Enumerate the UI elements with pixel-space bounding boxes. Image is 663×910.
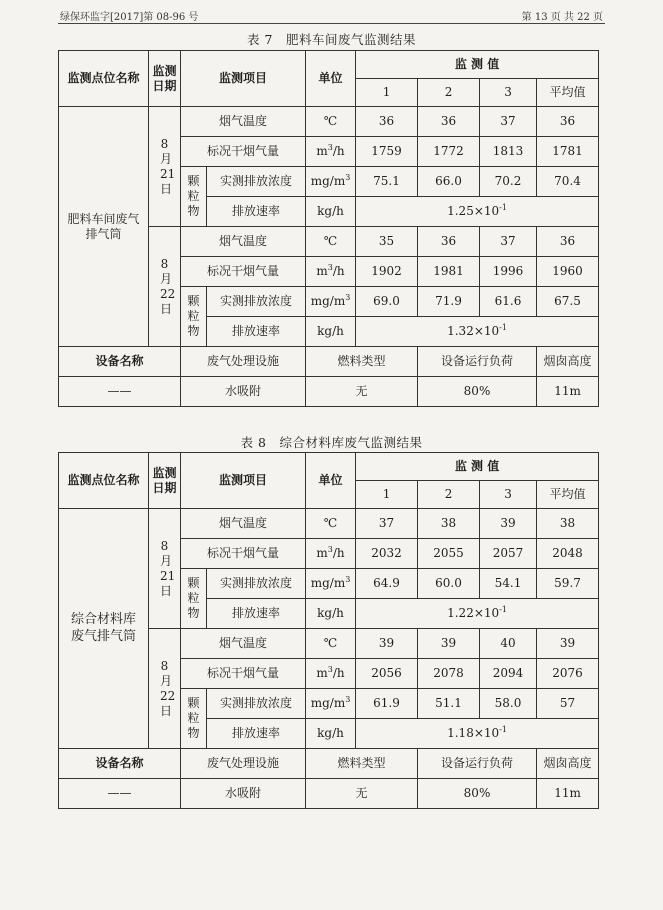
- date-cell: 8月21日: [149, 107, 181, 227]
- value-cell: 54.1: [480, 569, 537, 599]
- value-cell: 57: [537, 689, 599, 719]
- unit-flow: $m^3/h$: [306, 659, 356, 689]
- unit-conc: $mg/m^3$: [306, 167, 356, 197]
- value-cell: 67.5: [537, 287, 599, 317]
- value-cell: 1996: [480, 257, 537, 287]
- item-flue-temp: 烟气温度: [181, 509, 306, 539]
- value-cell: 75.1: [356, 167, 418, 197]
- header-location: 监测点位名称: [59, 453, 149, 509]
- header-date: 监测日期: [149, 51, 181, 107]
- value-cell: 38: [537, 509, 599, 539]
- value-cell: 2056: [356, 659, 418, 689]
- emission-rate-value: $1.18\times 10^{-1}$: [356, 719, 599, 749]
- emission-rate-value: $1.32\times 10^{-1}$: [356, 317, 599, 347]
- table8-title: 表 8 综合材料库废气监测结果: [240, 435, 423, 450]
- table8: [58, 452, 599, 809]
- unit-flow: $m^3/h$: [306, 137, 356, 167]
- value-cell: 64.9: [356, 569, 418, 599]
- item-emission-rate: 排放速率: [207, 197, 306, 227]
- equip-name-value: ——: [59, 779, 181, 809]
- item-flue-temp: 烟气温度: [181, 227, 306, 257]
- value-cell: 70.4: [537, 167, 599, 197]
- equip-load-value: 80%: [418, 377, 537, 407]
- item-std-flow: 标况干烟气量: [181, 137, 306, 167]
- document-number: 绿保环监字[2017]第 08-96 号: [60, 12, 199, 23]
- equip-fuel-value: 无: [306, 377, 418, 407]
- value-cell: 1772: [418, 137, 480, 167]
- equip-stack-value: 11m: [537, 779, 599, 809]
- value-cell: 37: [480, 227, 537, 257]
- unit-conc: $mg/m^3$: [306, 689, 356, 719]
- item-emission-rate: 排放速率: [207, 599, 306, 629]
- item-particles: 颗粒物: [181, 569, 207, 629]
- equip-load-header: 设备运行负荷: [418, 347, 537, 377]
- date-cell: 8月22日: [149, 227, 181, 347]
- item-std-flow: 标况干烟气量: [181, 659, 306, 689]
- header-unit: 单位: [306, 453, 356, 509]
- page-header: [60, 8, 603, 24]
- value-cell: 2094: [480, 659, 537, 689]
- value-cell: 39: [356, 629, 418, 659]
- value-cell: 2078: [418, 659, 480, 689]
- item-particles: 颗粒物: [181, 287, 207, 347]
- unit-temp: ℃: [306, 509, 356, 539]
- equip-load-header: 设备运行负荷: [418, 749, 537, 779]
- value-cell: 1902: [356, 257, 418, 287]
- equip-treatment-value: 水吸附: [181, 377, 306, 407]
- value-cell: 2076: [537, 659, 599, 689]
- header-rule: [58, 23, 605, 24]
- value-cell: 2055: [418, 539, 480, 569]
- header-value: 监 测 值: [356, 51, 599, 79]
- unit-rate: kg/h: [306, 317, 356, 347]
- header-average: 平均值: [537, 79, 599, 107]
- value-cell: 36: [356, 107, 418, 137]
- header-run-2: 2: [418, 79, 480, 107]
- value-cell: 38: [418, 509, 480, 539]
- value-cell: 37: [480, 107, 537, 137]
- equip-stack-header: 烟囱高度: [537, 749, 599, 779]
- value-cell: 40: [480, 629, 537, 659]
- value-cell: 61.6: [480, 287, 537, 317]
- emission-rate-value: $1.25\times 10^{-1}$: [356, 197, 599, 227]
- value-cell: 39: [537, 629, 599, 659]
- location-cell: 综合材料库废气排气筒: [59, 509, 149, 749]
- item-particles: 颗粒物: [181, 689, 207, 749]
- value-cell: 71.9: [418, 287, 480, 317]
- equip-fuel-header: 燃料类型: [306, 347, 418, 377]
- header-run-1: 1: [356, 481, 418, 509]
- unit-temp: ℃: [306, 227, 356, 257]
- value-cell: 39: [418, 629, 480, 659]
- item-emission-rate: 排放速率: [207, 317, 306, 347]
- unit-temp: ℃: [306, 629, 356, 659]
- value-cell: 1960: [537, 257, 599, 287]
- item-emission-rate: 排放速率: [207, 719, 306, 749]
- equip-stack-value: 11m: [537, 377, 599, 407]
- location-cell: 肥料车间废气排气筒: [59, 107, 149, 347]
- header-date: 监测日期: [149, 453, 181, 509]
- value-cell: 60.0: [418, 569, 480, 599]
- value-cell: 39: [480, 509, 537, 539]
- header-run-3: 3: [480, 481, 537, 509]
- table7-title: 表 7 肥料车间废气监测结果: [247, 32, 416, 47]
- value-cell: 61.9: [356, 689, 418, 719]
- equip-name-header: 设备名称: [59, 749, 181, 779]
- header-location: 监测点位名称: [59, 51, 149, 107]
- value-cell: 35: [356, 227, 418, 257]
- equip-fuel-value: 无: [306, 779, 418, 809]
- value-cell: 37: [356, 509, 418, 539]
- value-cell: 2032: [356, 539, 418, 569]
- unit-rate: kg/h: [306, 599, 356, 629]
- unit-conc: $mg/m^3$: [306, 569, 356, 599]
- item-particles: 颗粒物: [181, 167, 207, 227]
- equip-treatment-header: 废气处理设施: [181, 749, 306, 779]
- header-run-3: 3: [480, 79, 537, 107]
- emission-rate-value: $1.22\times 10^{-1}$: [356, 599, 599, 629]
- header-item: 监测项目: [181, 453, 306, 509]
- unit-conc: $mg/m^3$: [306, 287, 356, 317]
- value-cell: 66.0: [418, 167, 480, 197]
- value-cell: 1981: [418, 257, 480, 287]
- value-cell: 36: [537, 227, 599, 257]
- item-flue-temp: 烟气温度: [181, 107, 306, 137]
- equip-name-header: 设备名称: [59, 347, 181, 377]
- value-cell: 2048: [537, 539, 599, 569]
- date-cell: 8月22日: [149, 629, 181, 749]
- table7: [58, 50, 599, 407]
- header-item: 监测项目: [181, 51, 306, 107]
- item-measured-conc: 实测排放浓度: [207, 167, 306, 197]
- equip-load-value: 80%: [418, 779, 537, 809]
- item-measured-conc: 实测排放浓度: [207, 569, 306, 599]
- unit-flow: $m^3/h$: [306, 257, 356, 287]
- value-cell: 36: [418, 107, 480, 137]
- item-std-flow: 标况干烟气量: [181, 257, 306, 287]
- equip-stack-header: 烟囱高度: [537, 347, 599, 377]
- equip-treatment-header: 废气处理设施: [181, 347, 306, 377]
- value-cell: 36: [537, 107, 599, 137]
- item-flue-temp: 烟气温度: [181, 629, 306, 659]
- page-number: 第 13 页 共 22 页: [521, 12, 603, 23]
- value-cell: 59.7: [537, 569, 599, 599]
- value-cell: 51.1: [418, 689, 480, 719]
- equip-fuel-header: 燃料类型: [306, 749, 418, 779]
- value-cell: 36: [418, 227, 480, 257]
- header-value: 监 测 值: [356, 453, 599, 481]
- header-unit: 单位: [306, 51, 356, 107]
- item-std-flow: 标况干烟气量: [181, 539, 306, 569]
- value-cell: 1813: [480, 137, 537, 167]
- value-cell: 58.0: [480, 689, 537, 719]
- header-run-2: 2: [418, 481, 480, 509]
- unit-temp: ℃: [306, 107, 356, 137]
- unit-rate: kg/h: [306, 197, 356, 227]
- header-average: 平均值: [537, 481, 599, 509]
- date-cell: 8月21日: [149, 509, 181, 629]
- value-cell: 1781: [537, 137, 599, 167]
- item-measured-conc: 实测排放浓度: [207, 287, 306, 317]
- header-run-1: 1: [356, 79, 418, 107]
- unit-rate: kg/h: [306, 719, 356, 749]
- equip-treatment-value: 水吸附: [181, 779, 306, 809]
- value-cell: 70.2: [480, 167, 537, 197]
- unit-flow: $m^3/h$: [306, 539, 356, 569]
- item-measured-conc: 实测排放浓度: [207, 689, 306, 719]
- equip-name-value: ——: [59, 377, 181, 407]
- value-cell: 2057: [480, 539, 537, 569]
- value-cell: 1759: [356, 137, 418, 167]
- value-cell: 69.0: [356, 287, 418, 317]
